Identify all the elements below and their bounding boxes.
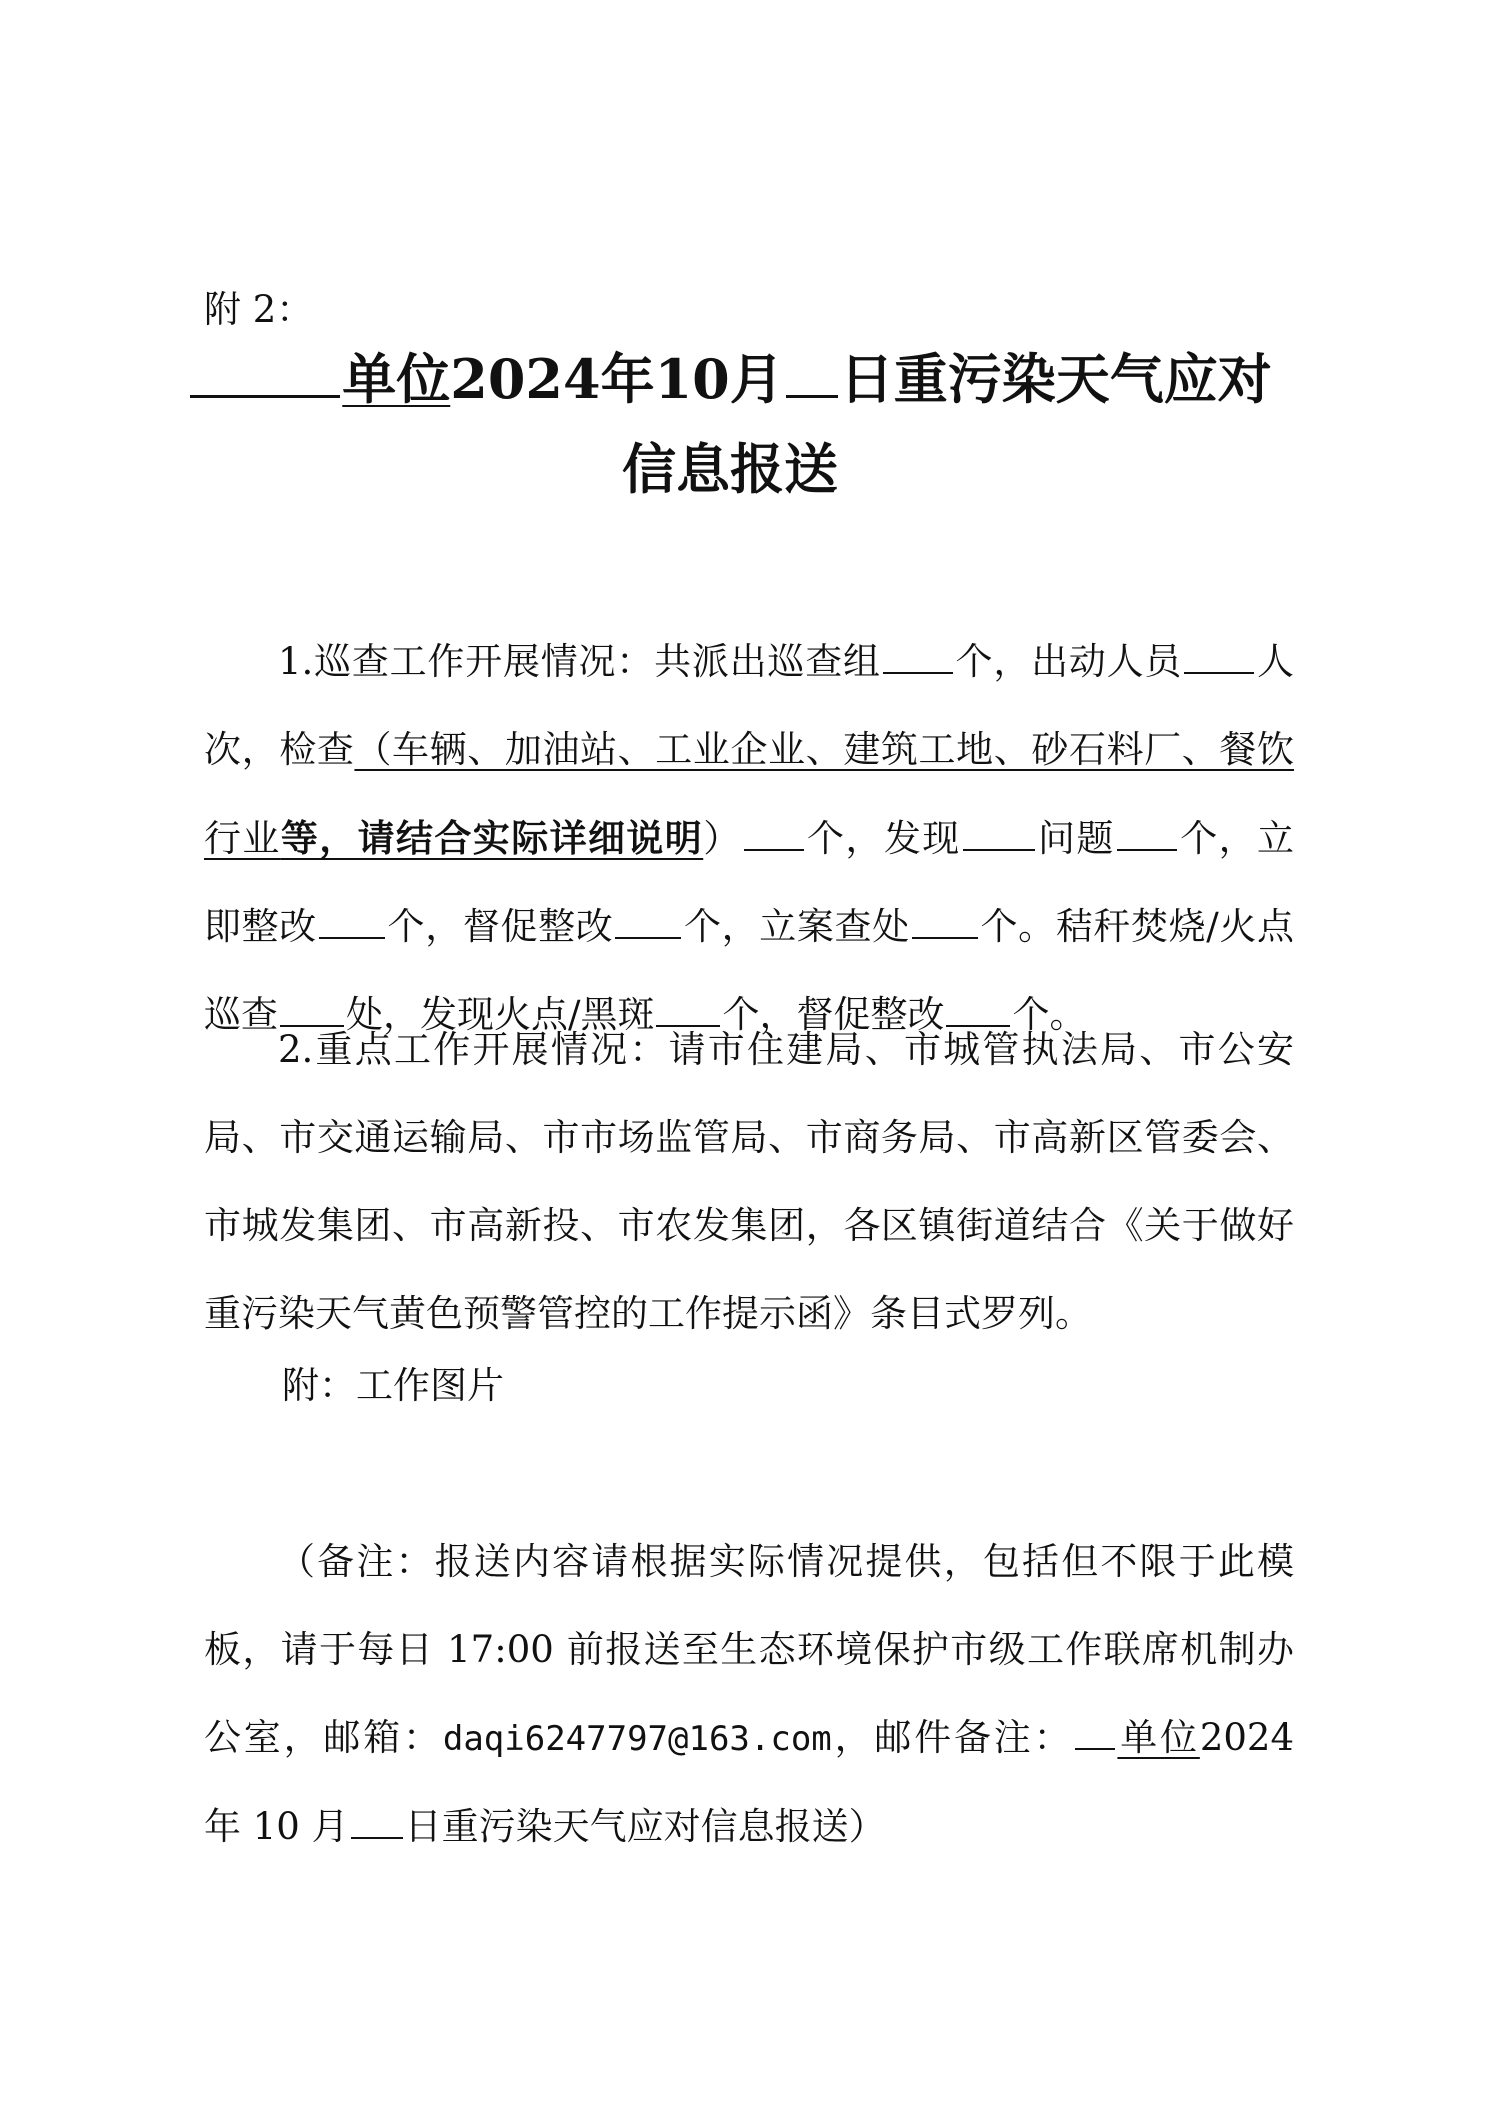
patrol-text: 处，发现火点/黑斑 xyxy=(346,993,655,1036)
patrol-inspect-note: 等，请结合实际详细说明 xyxy=(280,816,704,860)
note-date: 2024 年 10 月 xyxy=(204,1716,1295,1848)
annex-label: 附 2： xyxy=(204,288,314,331)
blank-field xyxy=(319,904,385,939)
title-rest: 日重污染天气应对 xyxy=(839,347,1272,411)
note-text: ，邮件备注： xyxy=(831,1716,1074,1759)
blank-field xyxy=(615,904,681,939)
key-work-paragraph: 2.重点工作开展情况：请市住建局、市城管执法局、市公安局、市交通运输局、市市场监管局、市商务局、市高新区管委会、市城发集团、市高新投、市农发集团，各区镇街道结合《关于做好重污染天气黄色预警管控的工作提示函》条目式罗列。 xyxy=(204,1028,1294,1335)
blank-field xyxy=(1184,639,1254,674)
patrol-text: 个，督促整改 xyxy=(386,905,614,948)
title-unit-blank xyxy=(190,346,340,398)
section-patrol xyxy=(204,618,1294,1059)
blank-field xyxy=(1075,1715,1115,1750)
patrol-text: 个。秸秆焚烧/火点巡查 xyxy=(204,905,1295,1036)
patrol-text: 个，立即整改 xyxy=(204,817,1295,948)
document-title-line2: 信息报送 xyxy=(622,437,838,501)
patrol-text: 个，发现 xyxy=(805,817,961,860)
title-year: 2024 xyxy=(450,347,601,411)
title-year-suffix: 年 xyxy=(600,347,655,411)
patrol-text: 个，出动人员 xyxy=(954,640,1183,683)
note-email: daqi6247797@163.com xyxy=(442,1719,832,1759)
patrol-paragraph xyxy=(204,618,1294,1059)
patrol-text: 个，督促整改 xyxy=(722,993,945,1036)
title-month-suffix: 月 xyxy=(729,347,784,411)
note-text: 日重污染天气应对信息报送） xyxy=(404,1805,886,1848)
patrol-inspect-scope: （车辆、加油站、工业企业、建筑工地、砂石料厂、餐饮行业 xyxy=(204,728,1295,860)
patrol-text: 个。 xyxy=(1012,993,1087,1036)
patrol-text: ） xyxy=(703,817,742,860)
blank-field xyxy=(744,816,804,851)
title-month: 10 xyxy=(654,347,730,411)
note-paragraph xyxy=(204,1518,1294,1871)
patrol-text: 个，立案查处 xyxy=(683,905,910,948)
blank-field xyxy=(912,904,978,939)
attachment-label: 附：工作图片 xyxy=(282,1364,504,1407)
title-day-blank xyxy=(786,346,838,398)
patrol-text: 1.巡查工作开展情况：共派出巡查组 xyxy=(278,640,881,683)
blank-field xyxy=(963,816,1035,851)
section-note xyxy=(204,1518,1294,1871)
title-unit: 单位 xyxy=(342,347,451,411)
patrol-text: 人次，检查 xyxy=(204,640,1294,771)
section-key-work xyxy=(204,1006,1294,1358)
blank-field xyxy=(351,1804,403,1839)
blank-field xyxy=(1117,816,1177,851)
document-title-line1 xyxy=(160,344,1300,414)
blank-field xyxy=(883,639,953,674)
note-unit: 单位 xyxy=(1117,1716,1200,1759)
note-text: （备注：报送内容请根据实际情况提供，包括但不限于此模板，请于每日 17:00 前报送至生态环境保护市级工作联席机制办公室，邮箱： xyxy=(204,1540,1294,1759)
patrol-text: 问题 xyxy=(1036,817,1115,860)
